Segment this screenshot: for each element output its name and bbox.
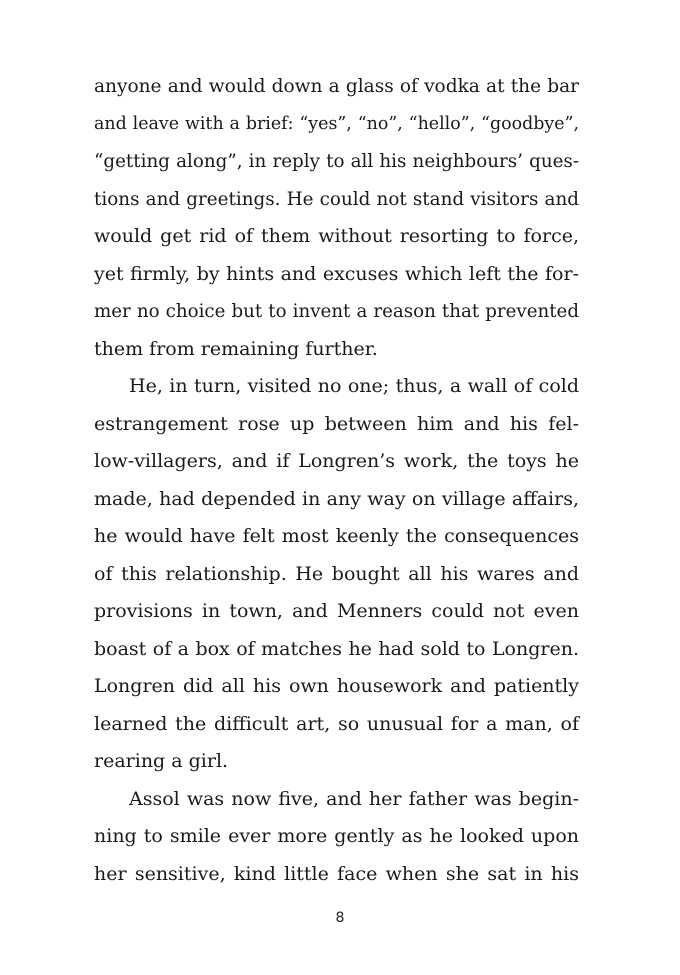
text-line: and leave with a brief: “yes”, “no”, “hello”, “goodbye”,: [94, 113, 579, 134]
page-number: 8: [335, 910, 345, 926]
text-line: rearing a girl.: [94, 750, 229, 772]
text-line: of this relationship. He bought all his wares and: [94, 562, 579, 585]
text-line: mer no choice but to invent a reason that prevented: [94, 301, 579, 322]
paragraph-1: [94, 68, 579, 368]
text-line: ning to smile ever more gently as he looked upon: [94, 825, 579, 847]
text-line: estrangement rose up between him and his fel-: [94, 412, 579, 435]
text-line: low-villagers, and if Longren’s work, the toys he: [94, 450, 579, 472]
text-line: Assol was now five, and her father was begin-: [129, 787, 579, 810]
paragraph-3: [94, 781, 579, 894]
text-line: learned the difficult art, so unusual for a man, of: [94, 712, 579, 735]
text-line: anyone and would down a glass of vodka at the bar: [94, 76, 579, 97]
text-line: would get rid of them without resorting to force,: [94, 225, 579, 247]
text-line: them from remaining further.: [94, 337, 378, 360]
text-line: provisions in town, and Menners could not even: [94, 600, 579, 622]
text-line: he would have felt most keenly the consequences: [94, 525, 579, 547]
page-body: [94, 68, 579, 893]
text-line: tions and greetings. He could not stand visitors and: [94, 188, 579, 210]
text-line: boast of a box of matches he had sold to Longren.: [94, 637, 579, 660]
text-line: made, had depended in any way on village affairs,: [94, 487, 579, 510]
paragraph-2: [94, 368, 579, 781]
text-line: “getting along”, in reply to all his neighbours’ ques-: [94, 151, 579, 172]
text-line: Longren did all his own housework and patiently: [94, 675, 579, 697]
text-line: yet firmly, by hints and excuses which left the for-: [94, 262, 579, 285]
text-line: her sensitive, kind little face when she sat in his: [94, 862, 579, 885]
text-line: He, in turn, visited no one; thus, a wall of cold: [129, 375, 579, 397]
